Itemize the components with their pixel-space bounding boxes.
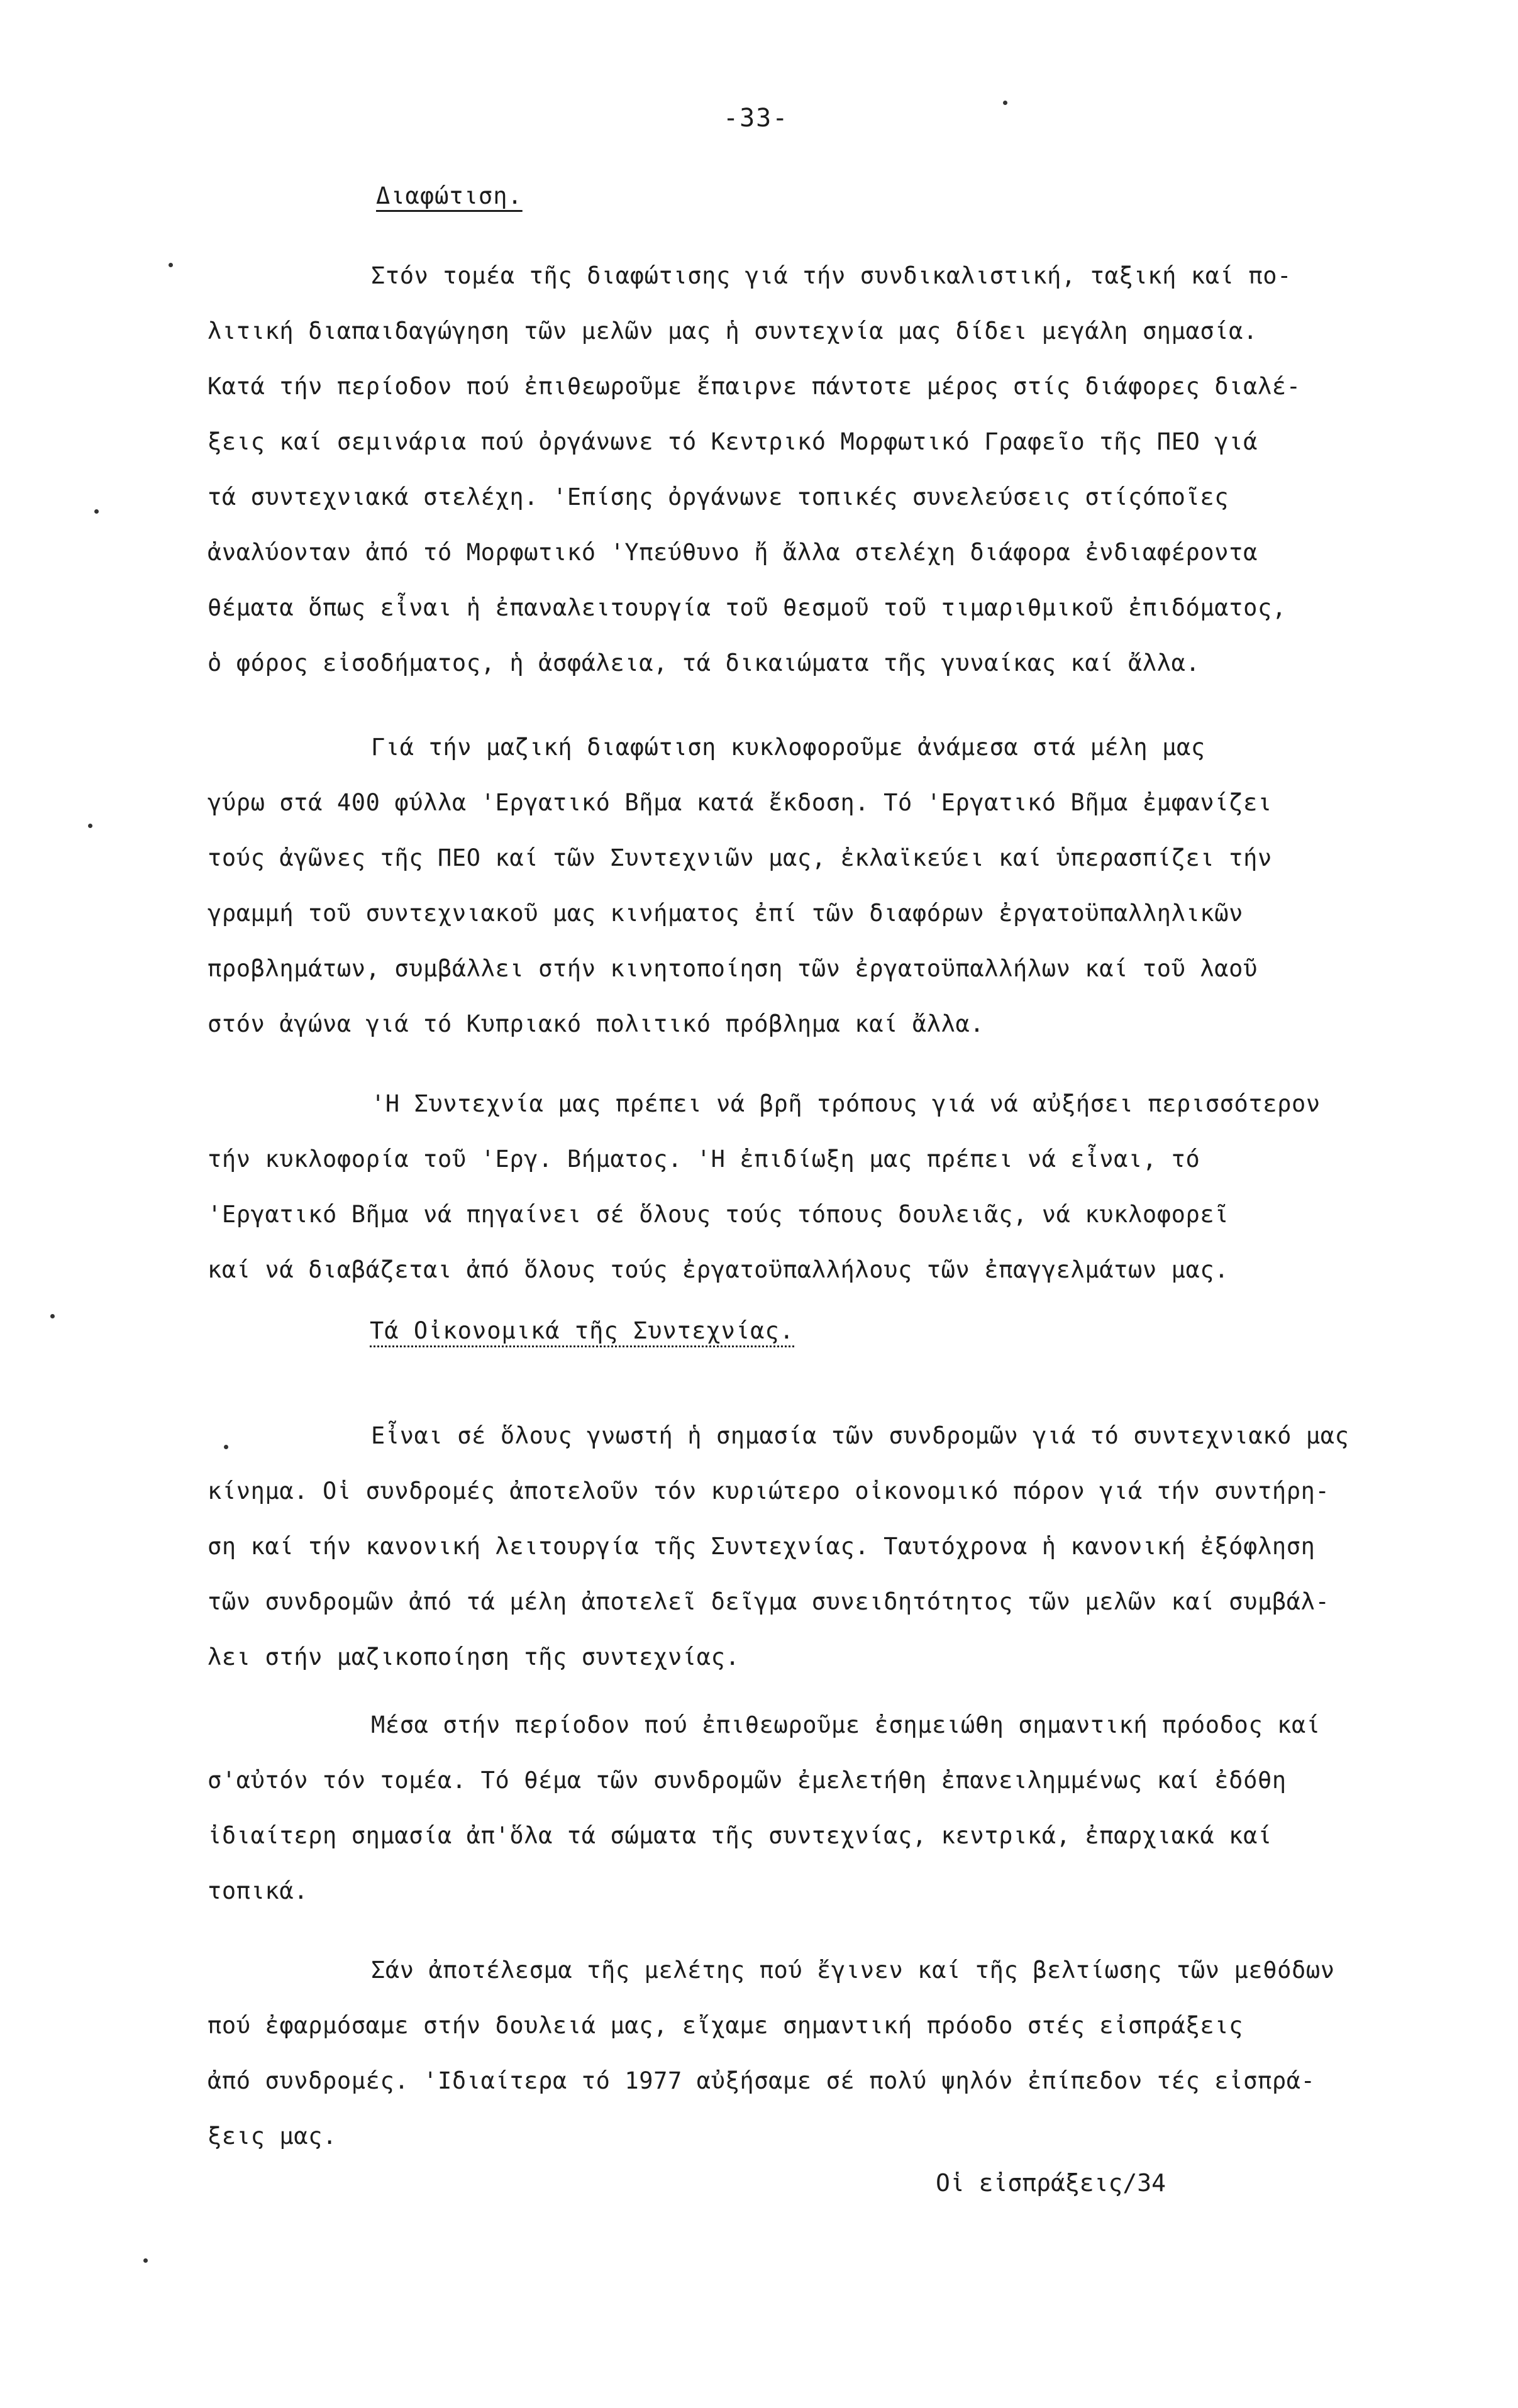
section-heading-oikonomika: Τά Οἰκονομικά τῆς Συντεχνίας.: [370, 1317, 794, 1347]
text-line: ὁ φόρος εἰσοδήματος, ἡ ἀσφάλεια, τά δικαιώματα τῆς γυναίκας καί ἄλλα.: [208, 649, 1200, 677]
text-line: γύρω στά 400 φύλλα 'Εργατικό Βῆμα κατά ἔκδοση. Τό 'Εργατικό Βῆμα ἐμφανίζει: [208, 789, 1272, 816]
section-heading-diafotisi: Διαφώτιση.: [376, 182, 523, 209]
text-line: κίνημα. Οἱ συνδρομές ἀποτελοῦν τόν κυριώτερο οἰκονομικό πόρον γιά τήν συντήρη-: [208, 1477, 1330, 1505]
text-line: πού ἐφαρμόσαμε στήν δουλειά μας, εἴχαμε σημαντική πρόοδο στές εἰσπράξεις: [208, 2012, 1244, 2039]
text-line: τήν κυκλοφορία τοῦ 'Εργ. Βήματος. 'Η ἐπιδίωξη μας πρέπει νά εἶναι, τό: [208, 1146, 1200, 1173]
text-line: Σάν ἀποτέλεσμα τῆς μελέτης πού ἔγινεν καί τῆς βελτίωσης τῶν μεθόδων: [371, 1957, 1335, 1984]
scan-speck: [224, 1445, 228, 1449]
paragraph: [208, 1698, 1459, 1919]
text-line: σ'αὐτόν τόν τομέα. Τό θέμα τῶν συνδρομῶν ἐμελετήθη ἐπανειλημμένως καί ἐδόθη: [208, 1767, 1287, 1794]
text-line: γραμμή τοῦ συντεχνιακοῦ μας κινήματος ἐπί τῶν διαφόρων ἐργατοϋπαλληλικῶν: [208, 900, 1244, 927]
text-line: τούς ἀγῶνες τῆς ΠΕΟ καί τῶν Συντεχνιῶν μας, ἐκλαϊκεύει καί ὑπερασπίζει τήν: [208, 844, 1272, 871]
text-line: Στόν τομέα τῆς διαφώτισης γιά τήν συνδικαλιστική, ταξική καί πο-: [371, 262, 1292, 289]
text-line: λιτική διαπαιδαγώγηση τῶν μελῶν μας ἡ συντεχνία μας δίδει μεγάλη σημασία.: [208, 318, 1258, 345]
text-line: 'Εργατικό Βῆμα νά πηγαίνει σέ ὅλους τούς τόπους δουλειᾶς, νά κυκλοφορεῖ: [208, 1201, 1229, 1228]
text-line: ἰδιαίτερη σημασία ἀπ'ὅλα τά σώματα τῆς συντεχνίας, κεντρικά, ἐπαρχιακά καί: [208, 1822, 1272, 1849]
text-line: καί νά διαβάζεται ἀπό ὅλους τούς ἐργατοϋπαλλήλους τῶν ἐπαγγελμάτων μας.: [208, 1256, 1229, 1283]
scan-speck: [94, 509, 99, 514]
text-line: Εἶναι σέ ὅλους γνωστή ἡ σημασία τῶν συνδρομῶν γιά τό συντεχνιακό μας: [371, 1422, 1349, 1449]
text-line: τά συντεχνιακά στελέχη. 'Επίσης ὀργάνωνε τοπικές συνελεύσεις στίςόποῖες: [208, 483, 1229, 511]
scan-speck: [88, 824, 92, 828]
text-line: λει στήν μαζικοποίηση τῆς συντεχνίας.: [208, 1643, 740, 1671]
paragraph: [208, 248, 1459, 691]
paragraph: [208, 1076, 1459, 1298]
continuation-footer: Οἱ εἰσπράξεις/34: [936, 2169, 1166, 2197]
scan-speck: [50, 1314, 55, 1318]
text-line: ξεις μας.: [208, 2123, 337, 2150]
text-line: ξεις καί σεμινάρια πού ὀργάνωνε τό Κεντρικό Μορφωτικό Γραφεῖο τῆς ΠΕΟ γιά: [208, 428, 1258, 455]
paragraph: [208, 720, 1459, 1052]
text-line: Κατά τήν περίοδον πού ἐπιθεωροῦμε ἔπαιρνε πάντοτε μέρος στίς διάφορες διαλέ-: [208, 373, 1301, 400]
scan-speck: [169, 263, 173, 267]
text-line: προβλημάτων, συμβάλλει στήν κινητοποίηση τῶν ἐργατοϋπαλλήλων καί τοῦ λαοῦ: [208, 955, 1258, 982]
text-line: ἀναλύονταν ἀπό τό Μορφωτικό 'Υπεύθυνο ἤ ἄλλα στελέχη διάφορα ἐνδιαφέροντα: [208, 539, 1258, 566]
text-line: 'Η Συντεχνία μας πρέπει νά βρῆ τρόπους γιά νά αὐξήσει περισσότερον: [371, 1090, 1321, 1117]
paragraph: [208, 1943, 1459, 2164]
page-number: -33-: [723, 104, 789, 133]
text-line: τοπικά.: [208, 1877, 309, 1904]
text-line: ἀπό συνδρομές. 'Ιδιαίτερα τό 1977 αὐξήσαμε σέ πολύ ψηλόν ἐπίπεδον τές εἰσπρά-: [208, 2067, 1316, 2094]
text-line: στόν ἀγώνα γιά τό Κυπριακό πολιτικό πρόβλημα καί ἄλλα.: [208, 1010, 985, 1037]
text-line: Μέσα στήν περίοδον πού ἐπιθεωροῦμε ἐσημειώθη σημαντική πρόοδος καί: [371, 1711, 1321, 1738]
text-line: τῶν συνδρομῶν ἀπό τά μέλη ἀποτελεῖ δεῖγμα συνειδητότητος τῶν μελῶν καί συμβάλ-: [208, 1588, 1330, 1615]
paragraph: [208, 1408, 1459, 1685]
text-line: θέματα ὅπως εἶναι ἡ ἐπαναλειτουργία τοῦ θεσμοῦ τοῦ τιμαριθμικοῦ ἐπιδόματος,: [208, 594, 1287, 621]
text-line: ση καί τήν κανονική λειτουργία τῆς Συντεχνίας. Ταυτόχρονα ἡ κανονική ἐξόφληση: [208, 1533, 1316, 1560]
scan-speck: [143, 2258, 148, 2263]
scan-speck: [1003, 101, 1007, 105]
text-line: Γιά τήν μαζική διαφώτιση κυκλοφοροῦμε ἀνάμεσα στά μέλη μας: [371, 734, 1205, 761]
